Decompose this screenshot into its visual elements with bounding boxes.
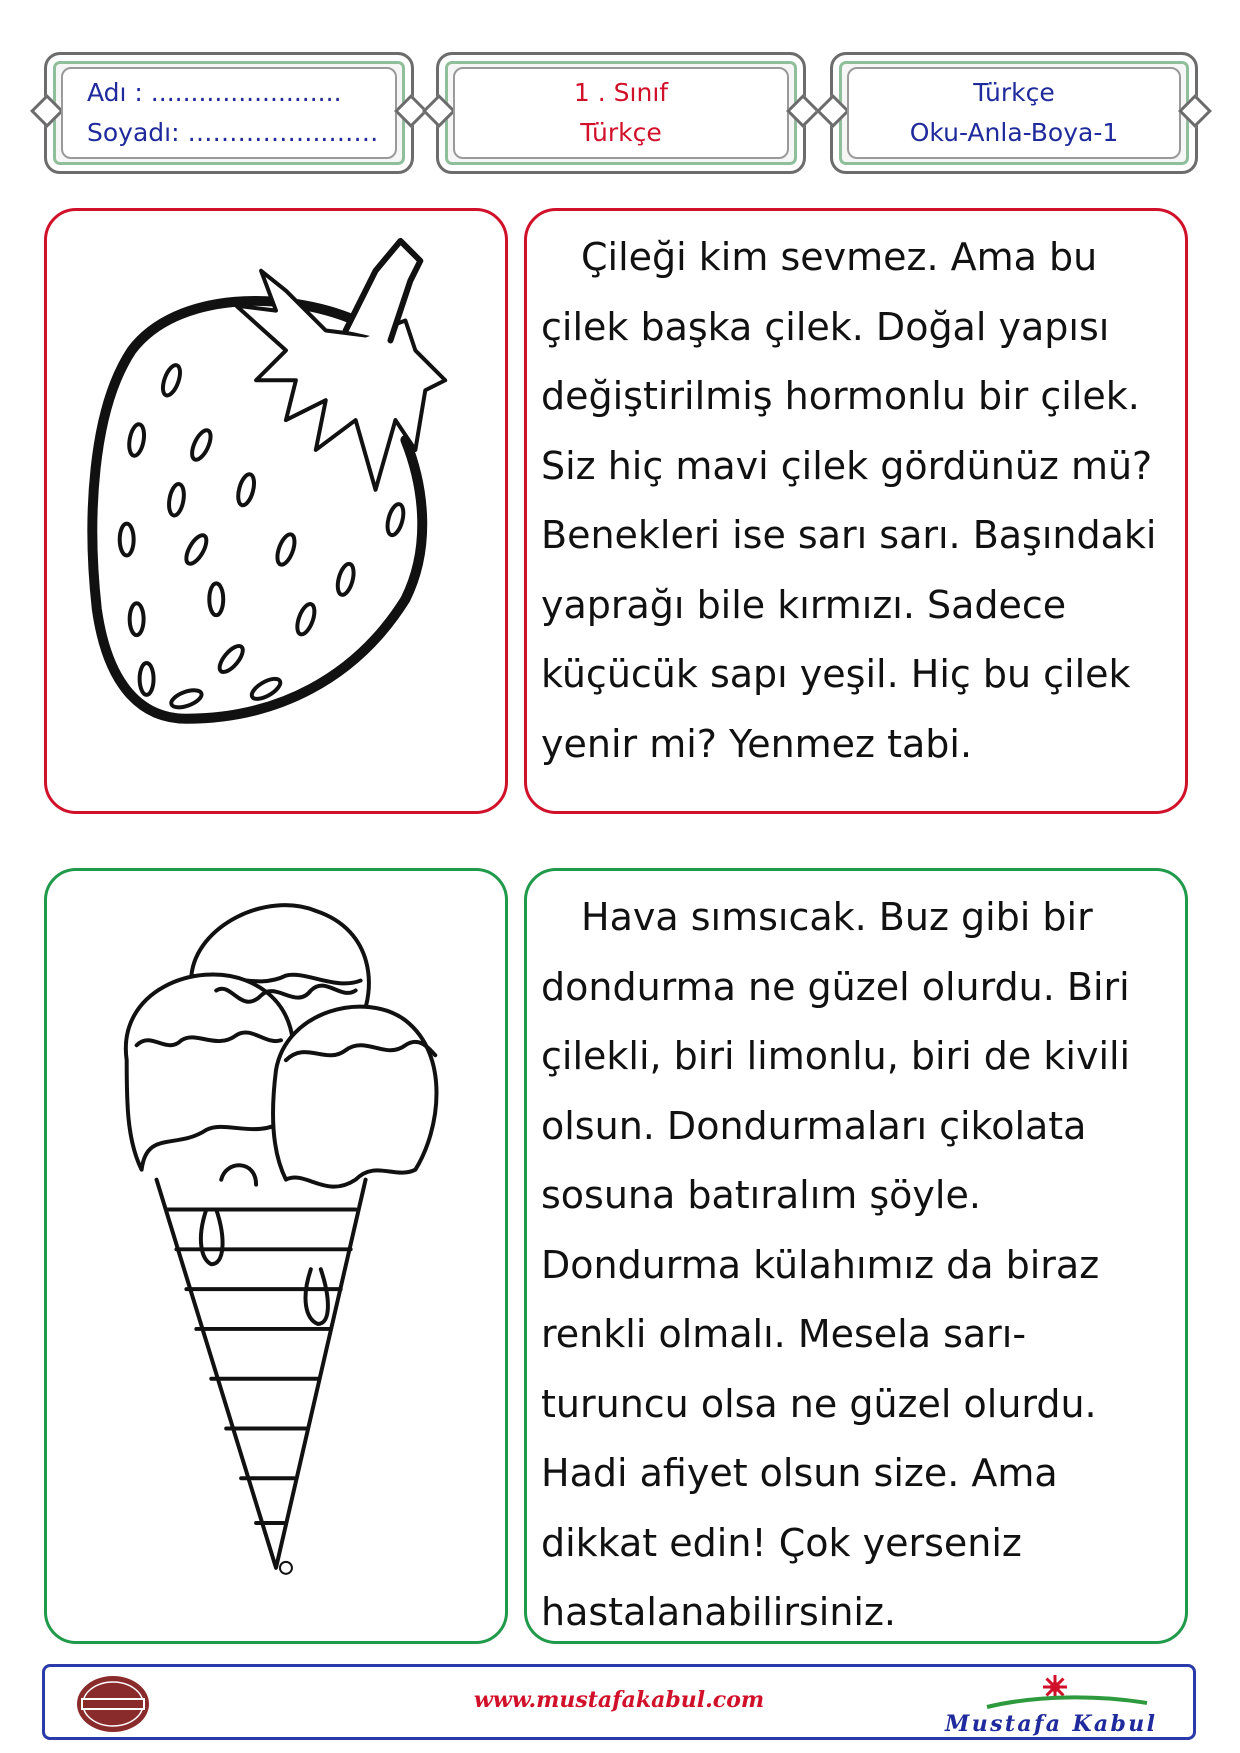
story-line: yenir mi? Yenmez tabi. <box>541 721 973 766</box>
student-info-box <box>44 52 414 174</box>
subject-label: Türkçe <box>580 118 662 147</box>
story-line: Siz hiç mavi çilek gördünüz mü? <box>541 443 1153 488</box>
story-line: Hava sımsıcak. Buz gibi bir <box>581 895 1093 939</box>
strawberry-drawing <box>57 221 495 798</box>
topic-title: Türkçe <box>973 78 1055 107</box>
grade-box <box>436 52 806 174</box>
story-line: renkli olmalı. Mesela sarı- <box>541 1312 1027 1356</box>
story-line: değiştirilmiş hormonlu bir çilek. <box>541 374 1140 418</box>
story-line: çilek başka çilek. Doğal yapısı <box>541 304 1110 349</box>
story-line: çilekli, biri limonlu, biri de kivili <box>541 1034 1131 1078</box>
signature-logo <box>927 1673 1167 1737</box>
icecream-drawing <box>57 881 495 1628</box>
strawberry-text-panel <box>524 208 1188 814</box>
strawberry-image-panel <box>44 208 508 814</box>
story-line: Hadi afiyet olsun size. Ama <box>541 1451 1058 1495</box>
icecream-story <box>541 883 1171 1648</box>
website-link[interactable]: www.mustafakabul.com <box>473 1687 765 1713</box>
strawberry-story <box>541 223 1171 779</box>
story-line: turuncu olsa ne güzel olurdu. <box>541 1381 1097 1426</box>
story-line: olsun. Dondurmaları çikolata <box>541 1103 1087 1148</box>
footer-bar <box>42 1664 1196 1740</box>
story-line: küçücük sapı yeşil. Hiç bu çilek <box>541 652 1131 696</box>
icecream-text-panel <box>524 868 1188 1644</box>
story-line: Benekleri ise sarı sarı. Başındaki <box>541 513 1157 557</box>
topic-box <box>830 52 1198 174</box>
grade-label: 1 . Sınıf <box>573 78 669 107</box>
story-line: dikkat edin! Çok yerseniz <box>541 1520 1022 1565</box>
story-line: yaprağı bile kırmızı. Sadece <box>541 582 1067 627</box>
story-line: Dondurma külahımız da biraz <box>541 1242 1100 1287</box>
story-line: Çileği kim sevmez. Ama bu <box>581 235 1098 279</box>
icecream-image-panel <box>44 868 508 1644</box>
name-field[interactable]: Adı : ........................ <box>87 78 342 107</box>
topic-subtitle: Oku-Anla-Boya-1 <box>909 118 1119 147</box>
surname-field[interactable]: Soyadı: ……………..…… <box>87 118 379 147</box>
story-line: dondurma ne güzel olurdu. Biri <box>541 964 1130 1009</box>
story-line: hastalanabilirsiniz. <box>541 1590 897 1634</box>
svg-text:Mustafa Kabul: Mustafa Kabul <box>945 1711 1155 1737</box>
story-line: sosuna batıralım şöyle. <box>541 1173 981 1217</box>
